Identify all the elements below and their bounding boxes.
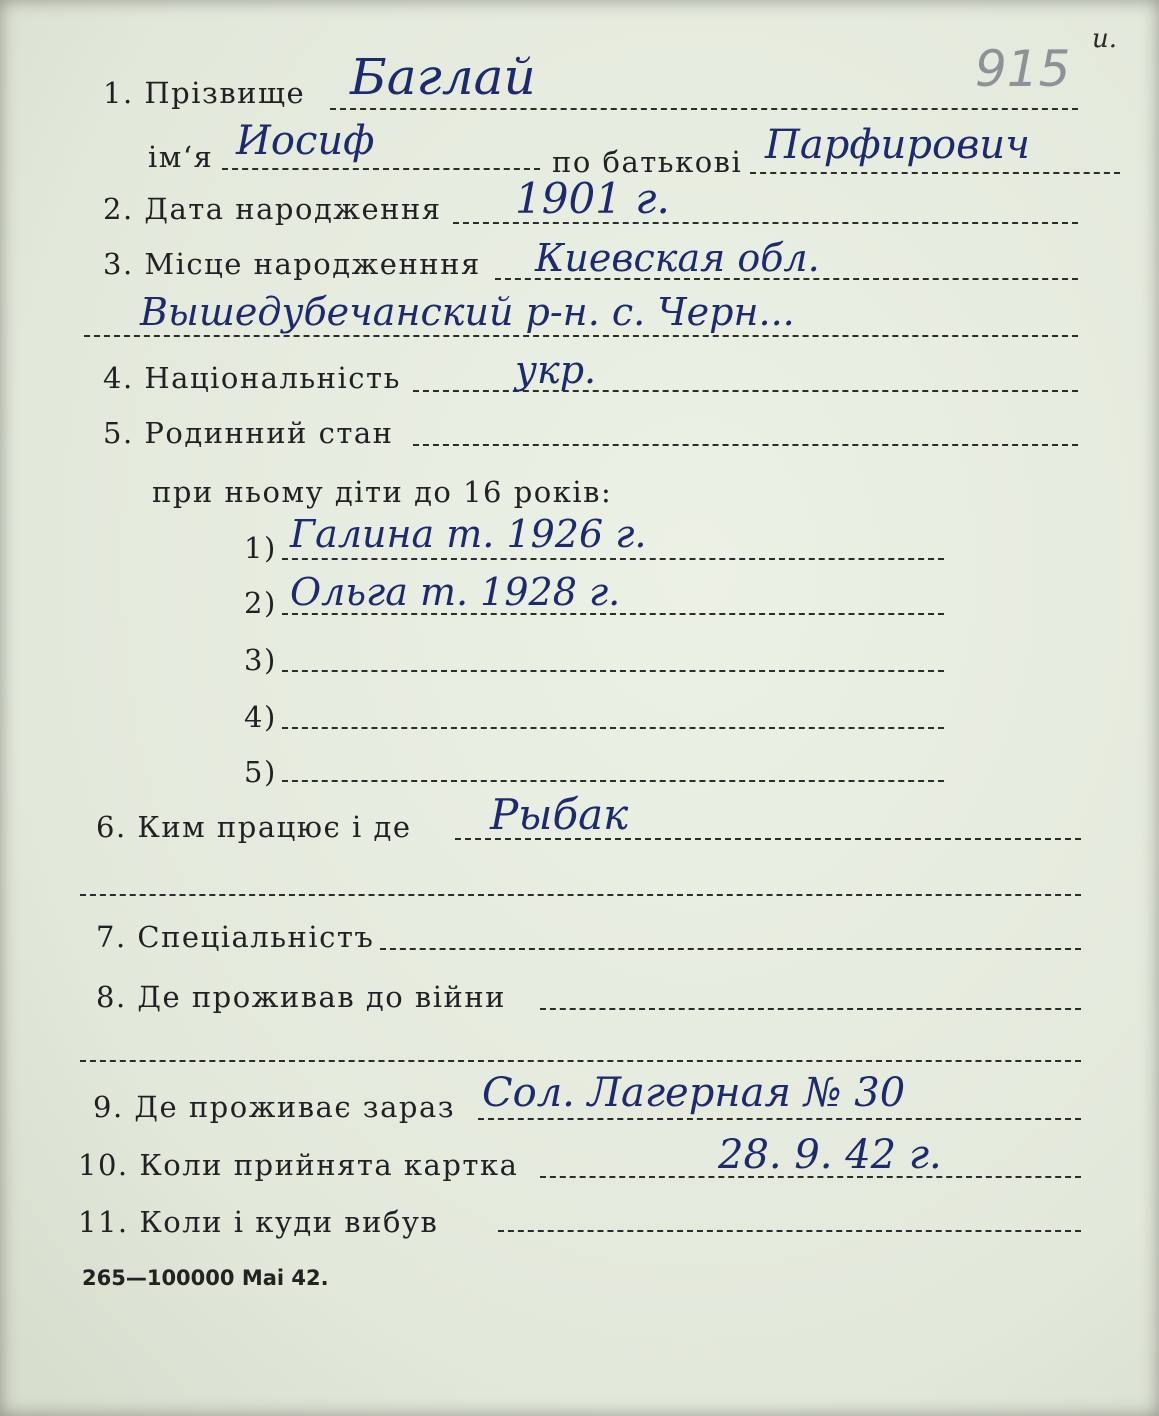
child-3-number: 3)	[244, 643, 277, 677]
card-accepted-value: 28. 9. 42 г.	[718, 1132, 942, 1178]
family-status-label: 5. Родинний стан	[103, 416, 394, 450]
departure-line	[498, 1230, 1081, 1232]
child-1-value: Галина т. 1926 г.	[290, 512, 647, 556]
specialty-line	[380, 948, 1081, 950]
child-5-number: 5)	[244, 755, 277, 789]
family-status-line	[413, 444, 1078, 446]
birth-place-label: 3. Місце народженння	[103, 247, 481, 281]
birth-place-value-cont: Вышедубечанский р-н. с. Черн...	[140, 290, 795, 334]
first-name-line	[222, 168, 540, 170]
child-3-line	[282, 670, 944, 672]
card-number: 915	[975, 40, 1071, 98]
occupation-label: 6. Ким працює і де	[96, 810, 412, 844]
surname-label: 1. Прізвище	[103, 76, 306, 110]
patronymic-label: по батькові	[552, 145, 743, 179]
current-residence-value: Сол. Лагерная № 30	[482, 1070, 906, 1116]
children-heading: при ньому діти до 16 років:	[152, 475, 613, 509]
card-accepted-label: 10. Коли прийнята картка	[78, 1148, 519, 1182]
birth-place-value: Киевская обл.	[535, 236, 820, 280]
surname-line	[330, 108, 1078, 110]
current-residence-label: 9. Де проживає зараз	[93, 1090, 456, 1124]
birth-date-label: 2. Дата народження	[103, 192, 442, 226]
child-2-value: Ольга т. 1928 г.	[290, 570, 621, 614]
prewar-residence-label: 8. Де проживав до війни	[96, 980, 506, 1014]
occupation-line-2	[80, 894, 1081, 896]
departure-label: 11. Коли і куди вибув	[78, 1205, 439, 1239]
child-4-line	[282, 727, 944, 729]
surname-value: Баглай	[350, 48, 536, 106]
nationality-label: 4. Національність	[103, 361, 401, 395]
child-1-line	[282, 558, 944, 560]
current-residence-line	[478, 1118, 1081, 1120]
nationality-line	[413, 390, 1078, 392]
first-name-value: Иосиф	[236, 118, 375, 164]
occupation-value: Рыбак	[490, 790, 629, 839]
patronymic-line	[750, 172, 1120, 174]
child-2-number: 2)	[244, 586, 277, 620]
specialty-label: 7. Спеціальністъ	[96, 920, 375, 954]
child-5-line	[282, 780, 944, 782]
first-name-label: ім‘я	[148, 140, 214, 174]
print-info: 265—100000 Mai 42.	[82, 1266, 329, 1290]
card-number-suffix: и.	[1092, 24, 1118, 54]
patronymic-value: Парфирович	[765, 122, 1031, 168]
child-1-number: 1)	[244, 531, 277, 565]
birth-date-value: 1901 г.	[515, 174, 670, 223]
prewar-residence-line-2	[80, 1060, 1081, 1062]
nationality-value: укр.	[515, 348, 597, 392]
birth-place-line-2	[84, 335, 1078, 337]
prewar-residence-line	[540, 1008, 1081, 1010]
child-4-number: 4)	[244, 700, 277, 734]
